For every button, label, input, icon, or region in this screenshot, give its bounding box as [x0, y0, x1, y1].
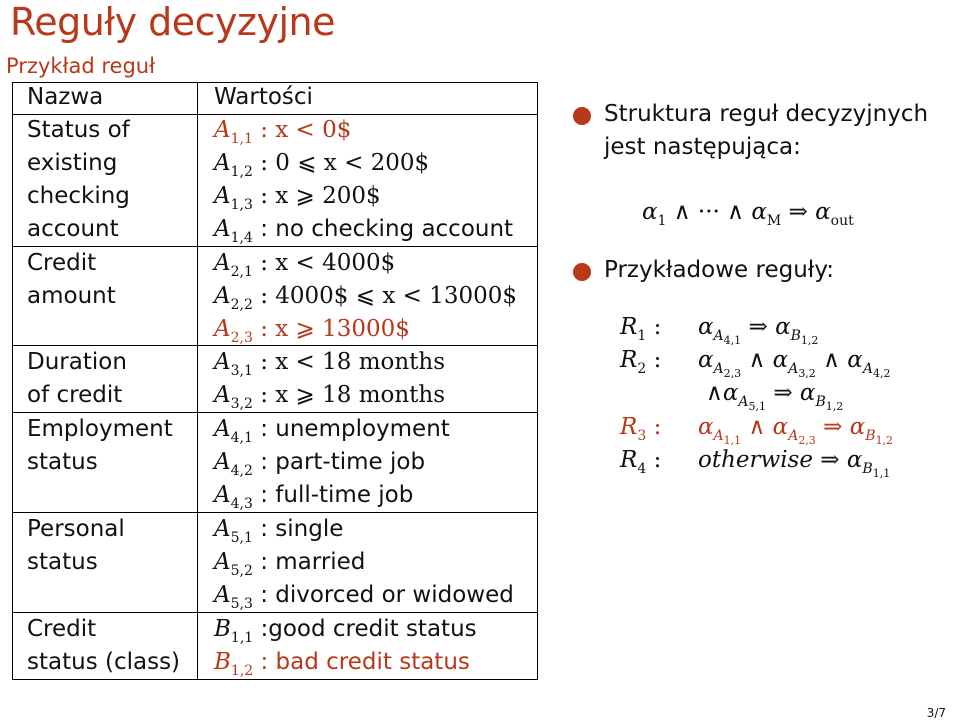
- value-a22: $A_{2,2}$ : 4000$ ⩽ x < 13000$: [214, 283, 517, 313]
- table-header-name: Nazwa: [27, 84, 104, 110]
- value-a23: $A_{2,3}$ : x ⩾ 13000$: [214, 316, 410, 346]
- rule-label-r4: $R_4$ :: [620, 447, 662, 477]
- rule-body-r4: otherwise ⇒ $\alpha_{B_{1,1}}$: [698, 447, 891, 480]
- row-name-line: Credit: [27, 616, 97, 642]
- slide-subtitle: Przykład reguł: [6, 54, 156, 78]
- row-name-line: status: [27, 449, 98, 475]
- rule-label-r3: $R_3$ :: [620, 414, 662, 444]
- value-a11: $A_{1,1}$ : x < 0$: [214, 117, 352, 147]
- row-name-line: Credit: [27, 250, 97, 276]
- row-name-line: amount: [27, 283, 116, 309]
- value-a53: $A_{5,3}$ : divorced or widowed: [214, 582, 514, 612]
- value-a13: $A_{1,3}$ : x ⩾ 200$: [214, 183, 381, 213]
- rule-body-r3: $\alpha_{A_{1,1}}$ ∧ $\alpha_{A_{2,3}}$ ⇒ $\alpha_{B_{1,2}}$: [698, 414, 894, 447]
- rule-body-r2: $\alpha_{A_{2,3}}$ ∧ $\alpha_{A_{3,2}}$ ∧ $\alpha_{A_{4,2}}$: [698, 347, 891, 380]
- value-b12: $B_{1,2}$ : bad credit status: [214, 649, 470, 679]
- value-a32: $A_{3,2}$ : x ⩾ 18 months: [214, 382, 446, 412]
- value-a31: $A_{3,1}$ : x < 18 months: [214, 349, 446, 379]
- rule-body-r1: $\alpha_{A_{4,1}}$ ⇒ $\alpha_{B_{1,2}}$: [698, 314, 819, 347]
- examples-heading: Przykładowe reguły:: [604, 257, 834, 283]
- rule-body-r2-cont: $\wedge\alpha_{A_{5,1}}$ ⇒ $\alpha_{B_{1,2}}$: [706, 380, 844, 413]
- structure-heading-line1: Struktura reguł decyzyjnych: [604, 101, 929, 127]
- value-a14: $A_{1,4}$ : no checking account: [214, 216, 514, 246]
- row-name-line: account: [27, 216, 119, 242]
- row-name-line: Duration: [27, 349, 127, 375]
- slide-title: Reguły decyzyjne: [10, 0, 335, 44]
- row-name-line: of credit: [27, 382, 123, 408]
- table-header-values: Wartości: [214, 84, 313, 110]
- row-name-line: Status of: [27, 117, 130, 143]
- row-name-line: Employment: [27, 416, 173, 442]
- rule-label-r1: $R_1$ :: [620, 314, 662, 344]
- row-name-line: Personal: [27, 516, 125, 542]
- value-a41: $A_{4,1}$ : unemployment: [214, 416, 450, 446]
- bullet-icon: [573, 263, 591, 281]
- value-a52: $A_{5,2}$ : married: [214, 549, 366, 579]
- value-a21: $A_{2,1}$ : x < 4000$: [214, 250, 396, 280]
- rule-label-r2: $R_2$ :: [620, 347, 662, 377]
- structure-formula: $\alpha_1$ ∧ ··· ∧ $\alpha_M$ ⇒ $\alpha_{out}$: [642, 199, 854, 229]
- bullet-icon: [573, 107, 591, 125]
- row-name-line: status: [27, 549, 98, 575]
- row-name-line: status (class): [27, 649, 181, 675]
- value-a43: $A_{4,3}$ : full-time job: [214, 482, 414, 512]
- row-name-line: checking: [27, 183, 130, 209]
- page-number: 3/7: [926, 706, 946, 720]
- structure-heading-line2: jest następująca:: [604, 134, 801, 160]
- table-column-divider: [197, 82, 198, 680]
- value-a51: $A_{5,1}$ : single: [214, 516, 344, 546]
- row-name-line: existing: [27, 150, 118, 176]
- value-a12: $A_{1,2}$ : 0 ⩽ x < 200$: [214, 150, 430, 180]
- value-b11: $B_{1,1}$ :good credit status: [214, 616, 477, 646]
- value-a42: $A_{4,2}$ : part-time job: [214, 449, 426, 479]
